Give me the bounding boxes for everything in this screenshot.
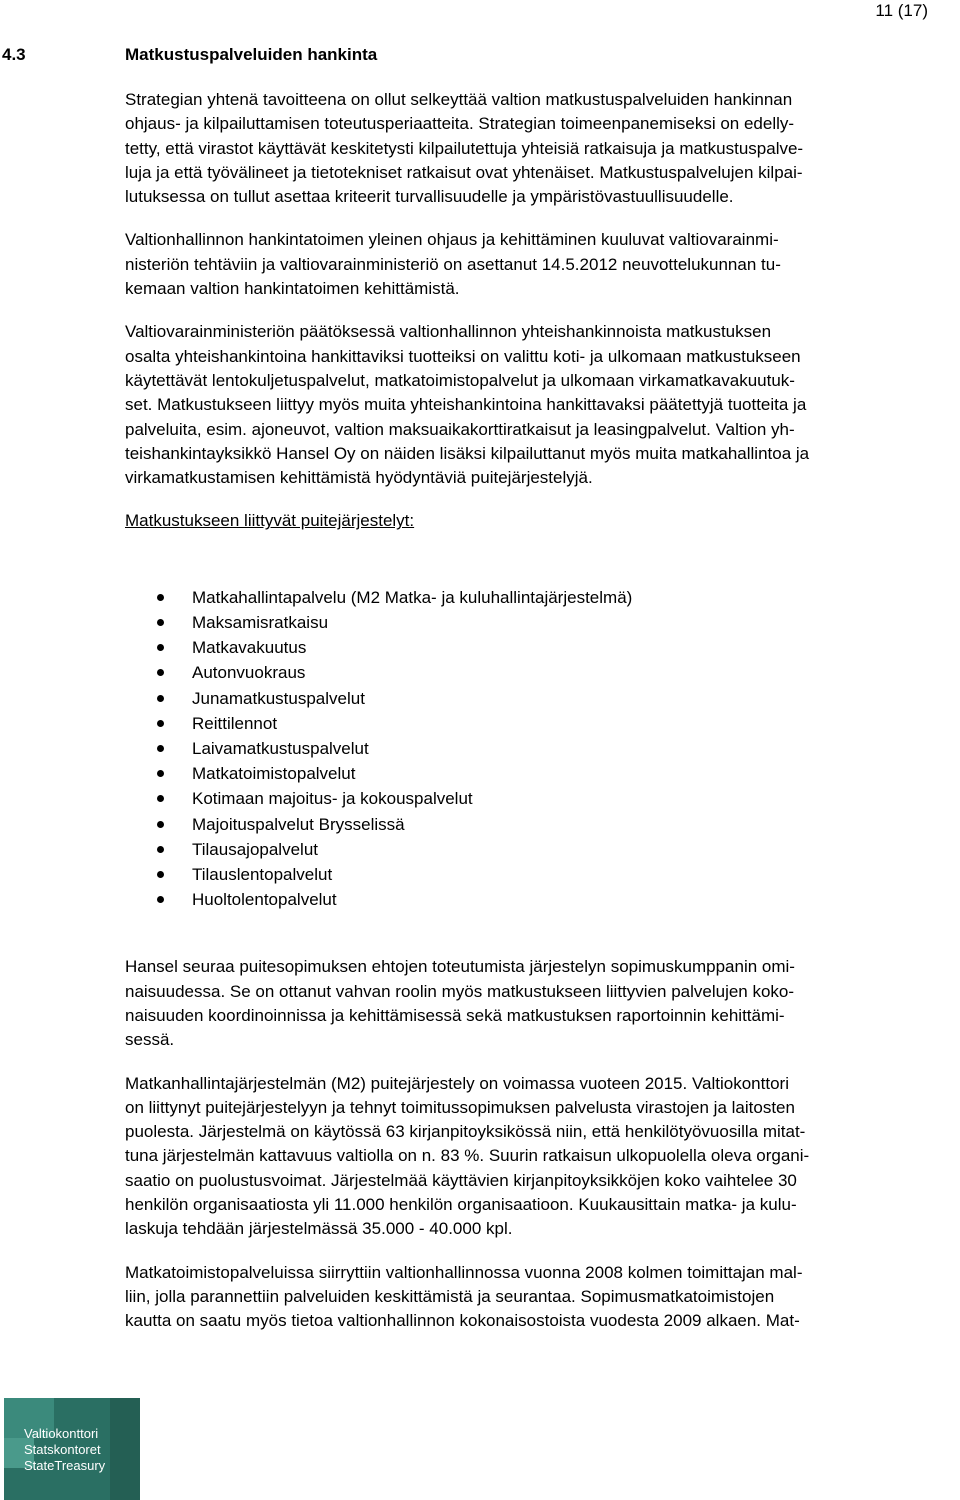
list-item-label: Majoituspalvelut Brysselissä: [192, 814, 405, 834]
text-line: set. Matkustukseen liittyy myös muita yhteishankintoina hankittavaksi päätettyjä tuotteita ja: [125, 395, 807, 415]
text-line: naisuudessa. Se on ottanut vahvan roolin myös matkustukseen liittyvien palvelujen koko-: [125, 981, 795, 1001]
text-line: Hansel seuraa puitesopimuksen ehtojen toteutumista järjestelyn sopimuskumppanin omi-: [125, 957, 795, 977]
list-item-label: Tilausajopalvelut: [192, 839, 318, 859]
list-item-label: Laivamatkustuspalvelut: [192, 738, 369, 758]
bullet-icon: [157, 846, 164, 853]
text-line: saatio on puolustusvoimat. Järjestelmää käyttävien kirjanpitoyksikköjen koko vaihtelee 30: [125, 1170, 797, 1190]
text-line: puolesta. Järjestelmä on käytössä 63 kirjanpitoyksikössä niin, että henkilötyövuosilla mitat-: [125, 1122, 806, 1142]
bullet-icon: [157, 871, 164, 878]
list-item-label: Matkavakuutus: [192, 638, 307, 658]
list-item: [0, 711, 960, 736]
section-title: Matkustuspalveluiden hankinta: [125, 45, 378, 64]
section-number: 4.3: [2, 45, 26, 64]
logo-line: StateTreasury: [24, 1458, 106, 1473]
text-line: laskuja tehdään järjestelmässä 35.000 - 40.000 kpl.: [125, 1219, 513, 1239]
bullet-icon: [157, 821, 164, 828]
list-item-label: Matkatoimistopalvelut: [192, 764, 356, 784]
text-line: lutuksessa on tullut asettaa kriteerit turvallisuudelle ja ympäristövastuullisuudelle.: [125, 187, 734, 207]
text-line: sessä.: [125, 1030, 175, 1050]
list-item-label: Kotimaan majoitus- ja kokouspalvelut: [192, 789, 473, 809]
logo-text: [24, 1426, 105, 1474]
bullet-icon: [157, 695, 164, 702]
list-item: [0, 812, 960, 837]
paragraph-joint-procurement: [125, 320, 960, 490]
text-line: nisteriön tehtäviin ja valtiovarainministeriö on asettanut 14.5.2012 neuvottelukunnan tu-: [125, 254, 781, 274]
list-item: [0, 761, 960, 786]
list-item: [0, 736, 960, 761]
text-line: on liittynyt puitejärjestelyyn ja tehnyt toimitussopimuksen palvelusta virastojen ja laitosten: [125, 1097, 795, 1117]
text-line: Matkatoimistopalveluissa siirryttiin valtionhallinnossa vuonna 2008 kolmen toimittajan mal-: [125, 1262, 803, 1282]
text-line: käytettävät lentokuljetuspalvelut, matkatoimistopalvelut ja ulkomaan virkamatkavakuutuk-: [125, 370, 795, 390]
list-item: [0, 837, 960, 862]
paragraph-m2-system: [125, 1072, 960, 1242]
list-item-label: Maksamisratkaisu: [192, 612, 329, 632]
text-line: luja ja että työvälineet ja tietotekniset ratkaisut ovat yhtenäiset. Matkustuspalvelujen kilpai-: [125, 162, 803, 182]
paragraph-hansel: [125, 955, 960, 1052]
logo-line: Statskontoret: [24, 1442, 101, 1457]
list-item-label: Matkahallintapalvelu (M2 Matka- ja kuluhallintajärjestelmä): [192, 587, 633, 607]
framework-subheading: Matkustukseen liittyvät puitejärjestelyt:: [125, 511, 415, 531]
text-line: kemaan valtion hankintatoimen kehittämistä.: [125, 279, 460, 299]
valtiokonttori-logo: [4, 1398, 140, 1500]
list-item: [0, 635, 960, 660]
list-item: [0, 686, 960, 711]
list-item: [0, 887, 960, 912]
bullet-icon: [157, 795, 164, 802]
text-line: Valtionhallinnon hankintatoimen yleinen ohjaus ja kehittäminen kuuluvat valtiovarainmi-: [125, 230, 779, 250]
text-line: Valtiovarainministeriön päätöksessä valtionhallinnon yhteishankinnoista matkustuksen: [125, 322, 772, 342]
list-item-label: Junamatkustuspalvelut: [192, 688, 365, 708]
page-number: 11 (17): [875, 1, 928, 20]
bullet-icon: [157, 720, 164, 727]
text-line: ohjaus- ja kilpailuttamisen toteutusperiaatteita. Strategian toimeenpanemiseksi on edelly-: [125, 114, 795, 134]
text-line: Matkanhallintajärjestelmän (M2) puitejärjestely on voimassa vuoteen 2015. Valtiokonttori: [125, 1073, 789, 1093]
text-line: virkamatkustamisen kehittämistä hyödyntäviä puitejärjestelyjä.: [125, 468, 593, 488]
text-line: naisuuden koordinoinnissa ja kehittämisessä sekä matkustuksen raportoinnin kehittämi-: [125, 1005, 785, 1025]
paragraph-strategy: [125, 88, 960, 209]
text-line: teishankintayksikkö Hansel Oy on näiden lisäksi kilpailuttanut myös muita matkahallintoa ja: [125, 443, 810, 463]
list-item: [0, 862, 960, 887]
list-item: [0, 610, 960, 635]
bullet-icon: [157, 770, 164, 777]
document-body: [125, 88, 960, 1334]
text-line: liin, jolla parannettiin palveluiden keskittämistä ja seurantaa. Sopimusmatkatoimistojen: [125, 1286, 775, 1306]
list-item-label: Huoltolentopalvelut: [192, 890, 337, 910]
list-item-label: Reittilennot: [192, 713, 278, 733]
list-item-label: Tilauslentopalvelut: [192, 864, 333, 884]
text-line: palveluita, esim. ajoneuvot, valtion maksuaikakorttiratkaisut ja leasingpalvelut. Valtion yh-: [125, 419, 795, 439]
bullet-icon: [157, 644, 164, 651]
paragraph-travel-agency: [125, 1261, 960, 1334]
logo-shape: [110, 1398, 140, 1500]
bullet-icon: [157, 745, 164, 752]
text-line: tetty, että virastot käyttävät keskitetysti kilpailutettuja yhteisiä ratkaisuja ja matkustuspalve-: [125, 138, 804, 158]
bullet-icon: [157, 896, 164, 903]
list-item: [0, 786, 960, 811]
text-line: Strategian yhtenä tavoitteena on ollut selkeyttää valtion matkustuspalveluiden hankinnan: [125, 90, 793, 109]
bullet-icon: [157, 619, 164, 626]
text-line: henkilön organisaatiosta yli 11.000 henkilön organisaatioon. Kuukausittain matka- ja kulu-: [125, 1195, 797, 1215]
list-item: [0, 660, 960, 685]
bullet-icon: [157, 669, 164, 676]
logo-line: Valtiokonttori: [24, 1426, 99, 1441]
text-line: tuna järjestelmän kattavuus valtiolla on n. 83 %. Suurin ratkaisun ulkopuolella oleva organi-: [125, 1146, 810, 1166]
text-line: osalta yhteishankintoina hankittaviksi tuotteiksi on valittu koti- ja ulkomaan matkustukseen: [125, 346, 801, 366]
section-heading: [0, 42, 377, 68]
list-item: [0, 585, 960, 610]
paragraph-governance: [125, 228, 960, 301]
bullet-icon: [157, 594, 164, 601]
list-item-label: Autonvuokraus: [192, 663, 306, 683]
text-line: kautta on saatu myös tietoa valtionhallinnon kokonaisostoista vuodesta 2009 alkaen. Mat-: [125, 1311, 800, 1331]
framework-list: [0, 585, 960, 913]
